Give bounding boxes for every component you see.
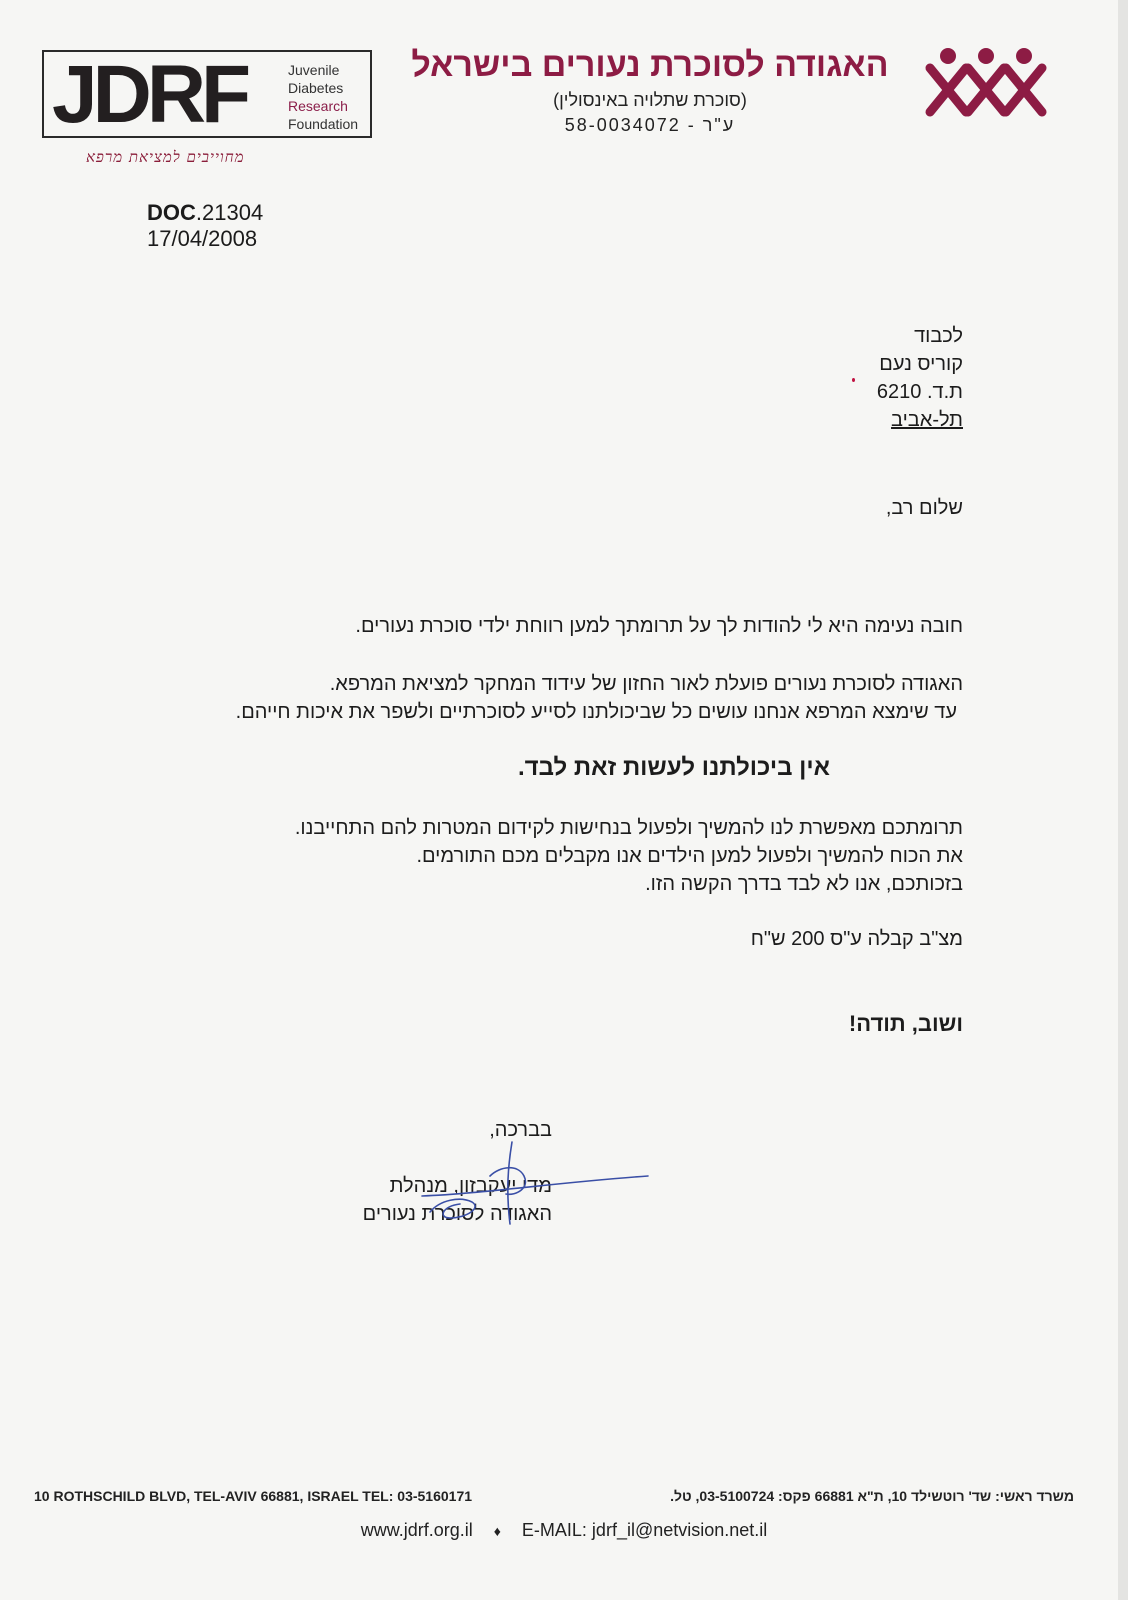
closing: בברכה, <box>489 1119 552 1141</box>
address-line-4: תל-אביב <box>891 409 963 431</box>
doc-date: 17/04/2008 <box>147 226 258 251</box>
logo-word-juvenile: Juvenile <box>288 62 340 78</box>
org-registration: ע"ר - 58-0034072 <box>564 115 736 135</box>
signer-name: מדי יעקבזון, מנהלת <box>389 1175 552 1197</box>
scan-edge <box>1118 0 1128 1600</box>
footer-email-link[interactable]: E-MAIL: jdrf_il@netvision.net.il <box>521 1520 768 1540</box>
diamond-separator-icon: ♦ <box>493 1523 501 1539</box>
paragraph-3 <box>295 814 963 898</box>
footer-address-en: 10 ROTHSCHILD BLVD, TEL-AVIV 66881, ISRAEL TEL: 03-5160171 <box>34 1488 473 1504</box>
paragraph-3-line-2: את הכוח להמשיך ולפעול למען הילדים אנו מקבלים מכם התורמים. <box>416 845 963 867</box>
logo-word-research: Research <box>288 98 348 114</box>
jdrf-logo <box>42 50 372 138</box>
document-reference <box>147 200 263 252</box>
address-line-3: ת.ד. 6210 <box>876 381 963 403</box>
logo-word-foundation: Foundation <box>288 116 359 132</box>
doc-prefix: DOC <box>147 200 196 225</box>
handwritten-signature <box>420 1136 650 1226</box>
signer-organization: האגודה לסוכרת נעורים <box>362 1203 552 1225</box>
ink-mark <box>852 378 855 382</box>
paragraph-1: חובה נעימה היא לי להודות לך על תרומתך למען רווחת ילדי סוכרת נעורים. <box>355 615 963 637</box>
paragraph-2-line-1: האגודה לסוכרת נעורים פועלת לאור החזון של עידוד המחקר למציאת המרפא. <box>329 673 963 695</box>
org-header <box>400 44 900 138</box>
jdrf-logo-words <box>288 61 358 133</box>
jdrf-logo-letters: JDRF <box>52 49 247 140</box>
paragraph-3-line-1: תרומתכם מאפשרת לנו להמשיך ולפעול בנחישות לקידום המטרות להם התחייבנו. <box>294 817 963 839</box>
paragraph-2-line-2: עד שימצא המרפא אנחנו עושים כל שביכולתנו לסייע לסוכרתיים ולשפר את איכות חייהם. <box>235 701 957 723</box>
org-subtitle: (סוכרת שתלויה באינסולין) <box>553 90 747 110</box>
doc-number: .21304 <box>195 200 264 225</box>
jdrf-tagline: מחוייבים למציאת מרפא <box>86 148 245 166</box>
footer-address-he: משרד ראשי: שד' רוטשילד 10, ת"א 66881 פקס: 03-5100724, טל. <box>670 1488 1074 1504</box>
address-line-1: לכבוד <box>914 325 963 347</box>
paragraph-3-line-3: בזכותכם, אנו לא לבד בדרך הקשה הזו. <box>645 873 963 895</box>
footer-contact <box>0 1520 1128 1541</box>
org-figures-icon <box>920 46 1052 122</box>
emphasis-line <box>0 754 1128 782</box>
receipt-note: מצ"ב קבלה ע"ס 200 ש"ח <box>750 928 963 950</box>
emphasis-text: אין ביכולתנו לעשות זאת לבד. <box>518 754 830 781</box>
address-line-2: קוריס נעם <box>879 353 963 375</box>
org-name: האגודה לסוכרת נעורים בישראל <box>411 46 889 84</box>
thanks-line: ושוב, תודה! <box>848 1011 963 1036</box>
paragraph-2 <box>236 670 963 726</box>
footer-website-link[interactable]: www.jdrf.org.il <box>360 1520 473 1540</box>
logo-word-diabetes: Diabetes <box>288 80 344 96</box>
recipient-address <box>877 322 963 434</box>
greeting: שלום רב, <box>885 497 963 519</box>
